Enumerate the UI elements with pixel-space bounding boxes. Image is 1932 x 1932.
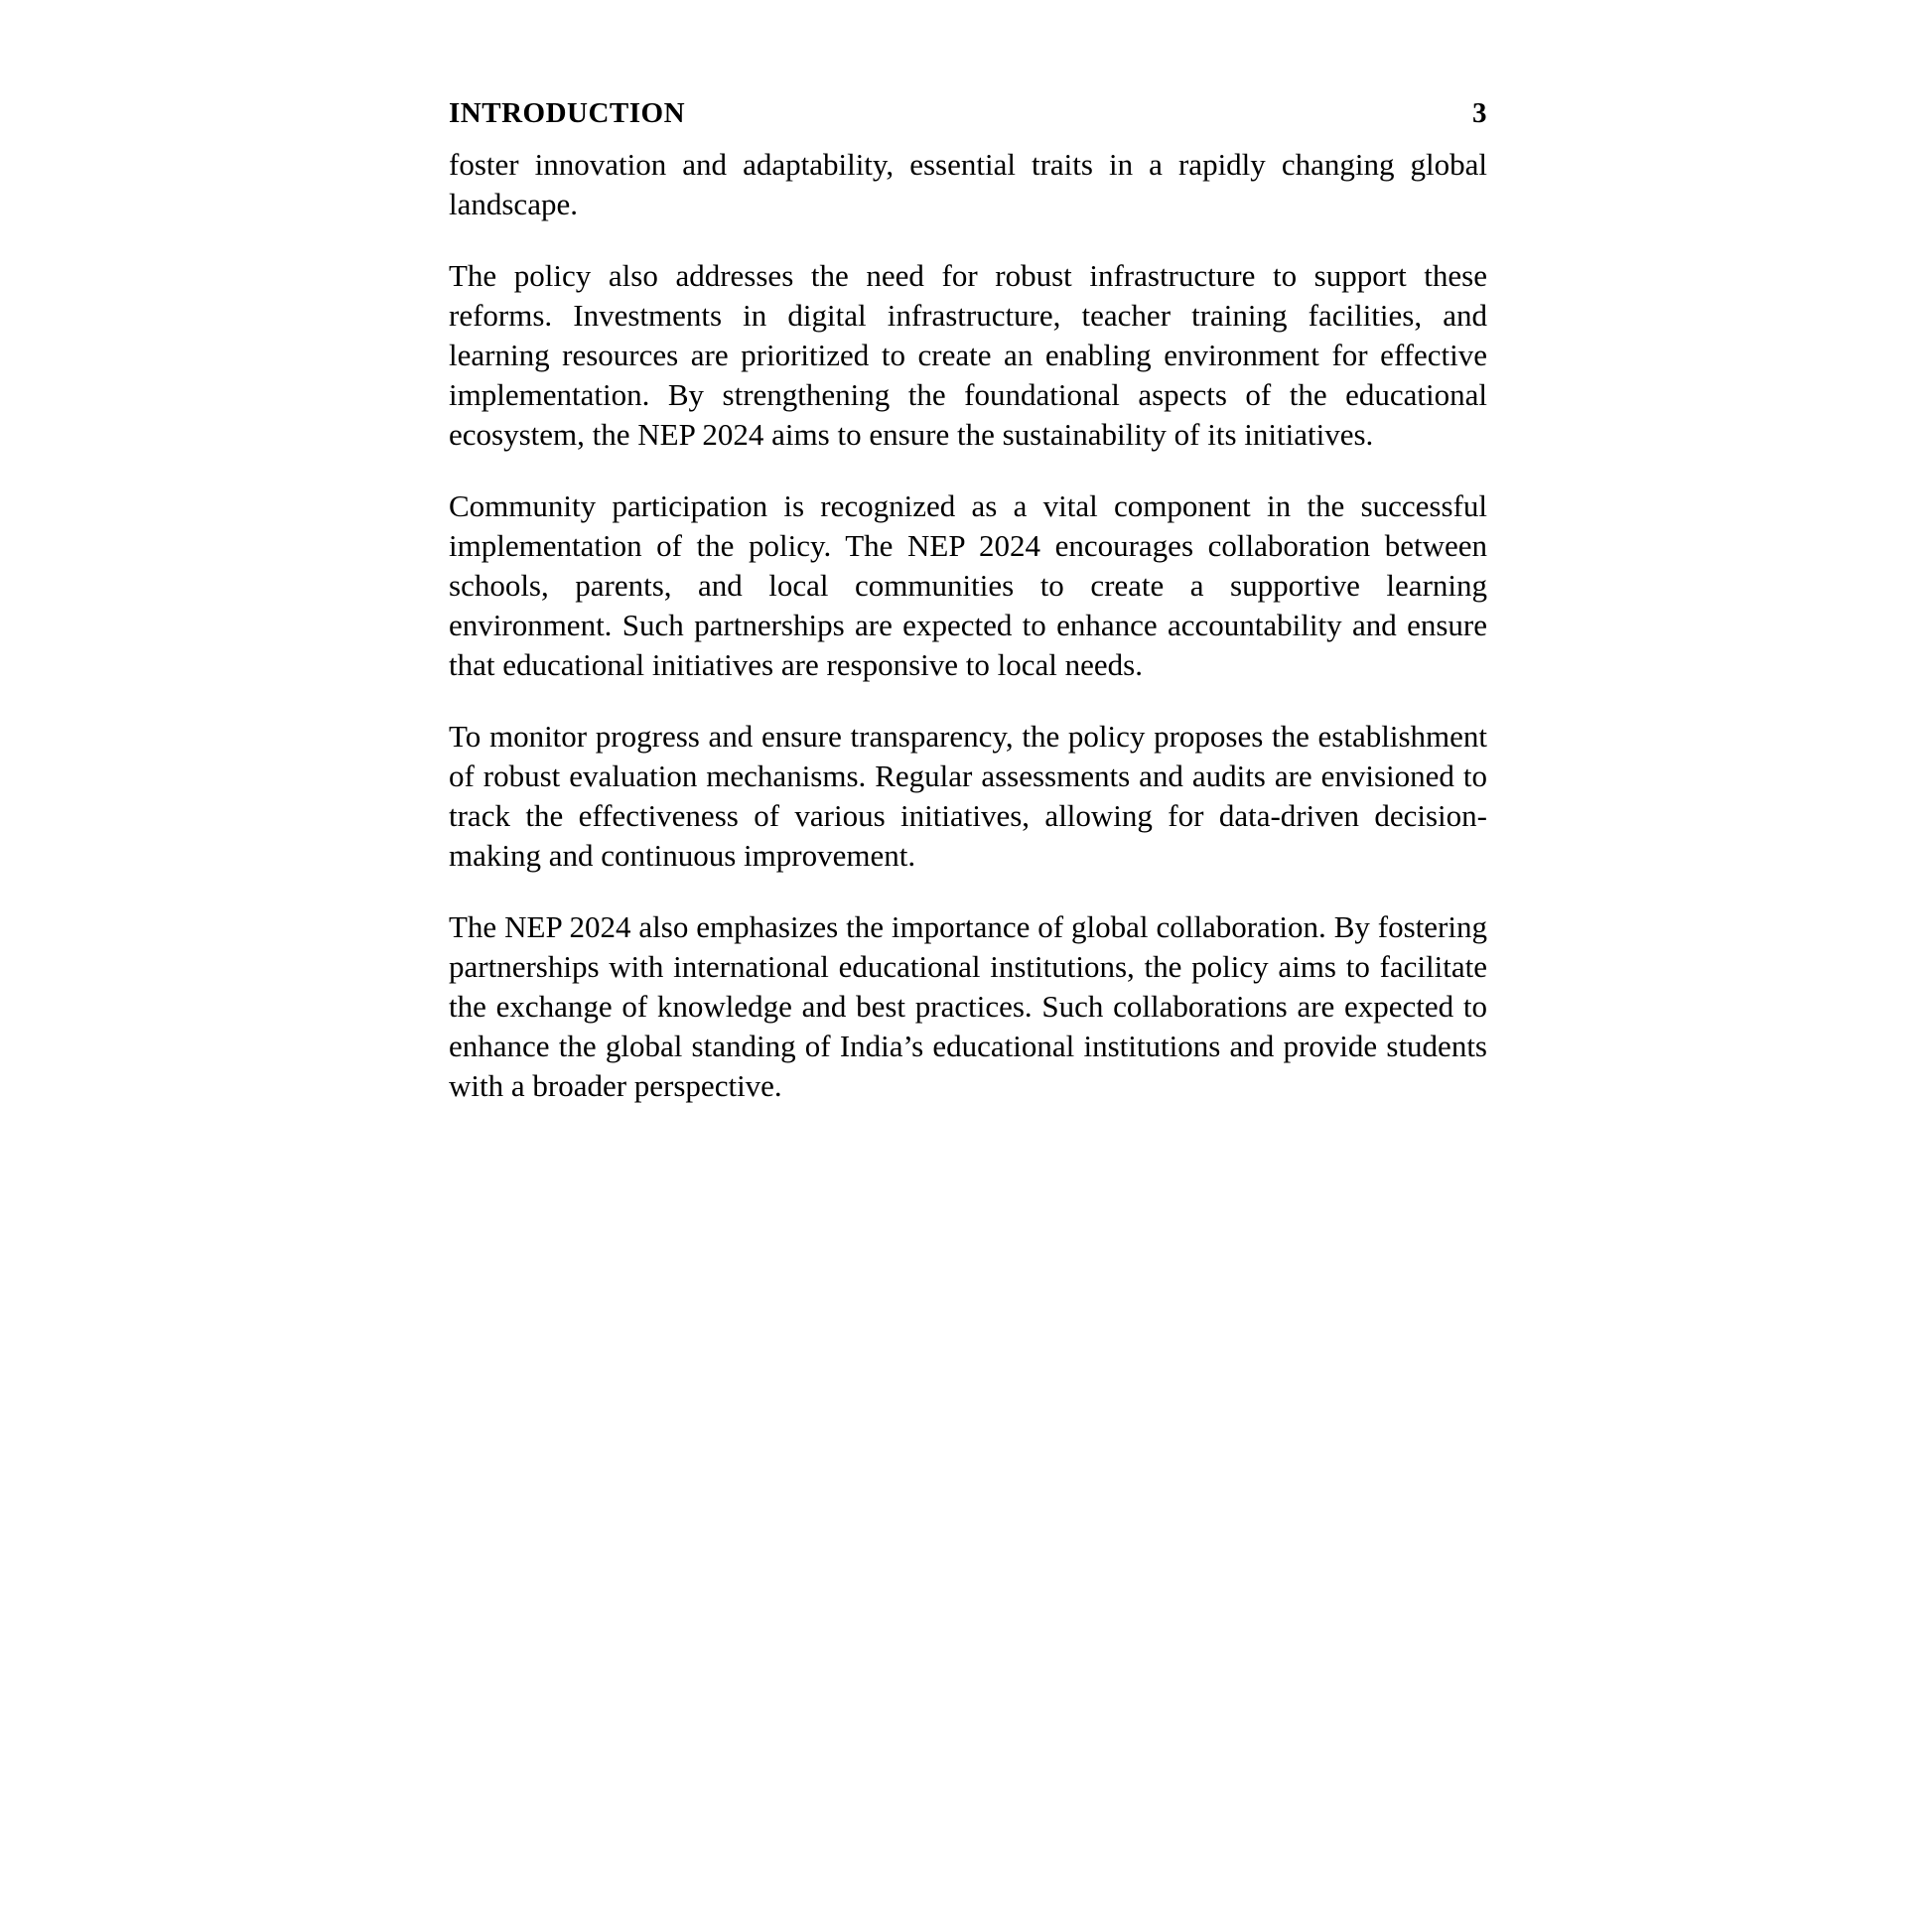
paragraph-global-collaboration: The NEP 2024 also emphasizes the importance of global collaboration. By fostering partnerships with international educational institutions, the policy aims to facilitate the exchange of knowledge and best practices. Such collaborations are expected to enhance the global standing of India’s educational institutions and provide students with a broader perspective. — [449, 909, 1487, 1103]
paragraph-infrastructure: The policy also addresses the need for robust infrastructure to support these reforms. Investments in digital infrastructure, teacher training facilities, and learning resources are prioritized to create an enabling environment for effective implementation. By strengthening the foundational aspects of the educational ecosystem, the NEP 2024 aims to ensure the sustainability of its initiatives. — [449, 258, 1487, 452]
page-number: 3 — [1472, 97, 1487, 129]
page-header — [449, 95, 1487, 131]
text-column — [449, 95, 1487, 1138]
paragraph-monitoring: To monitor progress and ensure transparency, the policy proposes the establishment of robust evaluation mechanisms. Regular assessments and audits are envisioned to track the effectiveness of various initiatives, allowing for data-driven decision-making and continuous improvement. — [449, 719, 1487, 873]
page-body — [449, 145, 1487, 1106]
paragraph-community-participation: Community participation is recognized as a vital component in the successful implementation of the policy. The NEP 2024 encourages collaboration between schools, parents, and local communities to create a supportive learning environment. Such partnerships are expected to enhance accountability and ensure that educational initiatives are responsive to local needs. — [449, 488, 1487, 682]
running-head-title: INTRODUCTION — [449, 97, 686, 129]
paragraph-continuation: foster innovation and adaptability, essential traits in a rapidly changing global landscape. — [449, 147, 1487, 221]
